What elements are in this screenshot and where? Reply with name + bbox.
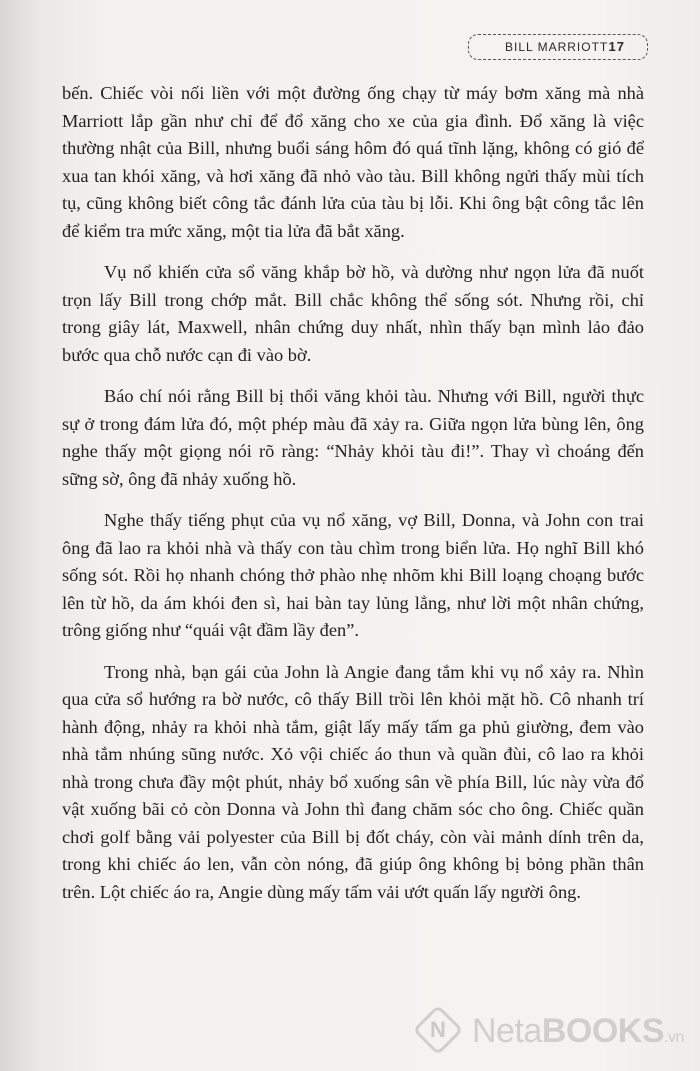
header-author: BILL MARRIOTT — [505, 40, 609, 54]
watermark-suffix: .vn — [664, 1029, 684, 1046]
running-header — [468, 34, 648, 60]
body-text — [62, 80, 644, 920]
paragraph: bến. Chiếc vòi nối liền với một đường ống chạy từ máy bơm xăng mà nhà Marriott lắp gần như chỉ để đổ xăng cho xe của gia đình. Đổ xăng là việc thường nhật của Bill, nhưng buổi sáng hôm đó quá tĩnh lặng, không có gió để xua tan khói xăng, và hơi xăng đã nhỏ vào tàu. Bill không ngửi thấy mùi tích tụ, cũng không biết công tắc đánh lửa của tàu bị lỗi. Khi ông bật công tắc lên để kiểm tra mức xăng, một tia lửa đã bắt xăng. — [62, 83, 644, 241]
paragraph: Vụ nổ khiến cửa sổ văng khắp bờ hồ, và dường như ngọn lửa đã nuốt trọn lấy Bill trong chớp mắt. Bill chắc không thể sống sót. Nhưng rồi, chỉ trong giây lát, Maxwell, nhân chứng duy nhất, nhìn thấy bạn mình lảo đảo bước qua chỗ nước cạn đi vào bờ. — [62, 262, 644, 365]
netabooks-logo-icon — [413, 1005, 464, 1056]
watermark-brand-light: Neta — [472, 1012, 542, 1050]
logo-letter: N — [430, 1016, 446, 1042]
watermark-text — [472, 1012, 684, 1051]
page-number: 17 — [608, 39, 625, 54]
paragraph: Trong nhà, bạn gái của John là Angie đang tắm khi vụ nổ xảy ra. Nhìn qua cửa sổ hướng ra bờ nước, cô thấy Bill trồi lên khỏi mặt hồ. Cô nhanh trí hành động, nhảy ra khỏi nhà tắm, giật lấy mấy tấm ga phủ giường, đem vào nhà tắm nhúng sũng nước. Xỏ vội chiếc áo thun và quần đùi, cô lao ra khỏi nhà trong chưa đầy một phút, nhảy bổ xuống sân về phía Bill, lúc này vừa đổ vật xuống bãi cỏ còn Donna và John thì đang chăm sóc cho ông. Chiếc quần chơi golf bằng vải polyester của Bill bị đốt cháy, còn vài mảnh dính trên da, trong khi chiếc áo len, vẫn còn nóng, đã giúp ông không bị bỏng phần thân trên. Lột chiếc áo ra, Angie dùng mấy tấm vải ướt quấn lấy người ông. — [62, 661, 644, 902]
paragraph: Báo chí nói rằng Bill bị thổi văng khỏi tàu. Nhưng với Bill, người thực sự ở trong đám lửa đó, một phép màu đã xảy ra. Giữa ngọn lửa bùng lên, ông nghe thấy một giọng nói rõ ràng: “Nhảy khỏi tàu đi!”. Thay vì choáng đến sững sờ, ông đã nhảy xuống hồ. — [62, 386, 644, 489]
watermark — [416, 1010, 696, 1060]
paragraph: Nghe thấy tiếng phụt của vụ nổ xăng, vợ Bill, Donna, và John con trai ông đã lao ra khỏi nhà và thấy con tàu chìm trong biển lửa. Họ nghĩ Bill khó sống sót. Rồi họ nhanh chóng thở phào nhẹ nhõm khi Bill loạng choạng bước lên từ hồ, da ám khói đen sì, hai bàn tay lủng lẳng, như lời một nhân chứng, trông giống như “quái vật đầm lầy đen”. — [62, 510, 644, 640]
watermark-brand-bold: BOOKS — [541, 1012, 665, 1050]
